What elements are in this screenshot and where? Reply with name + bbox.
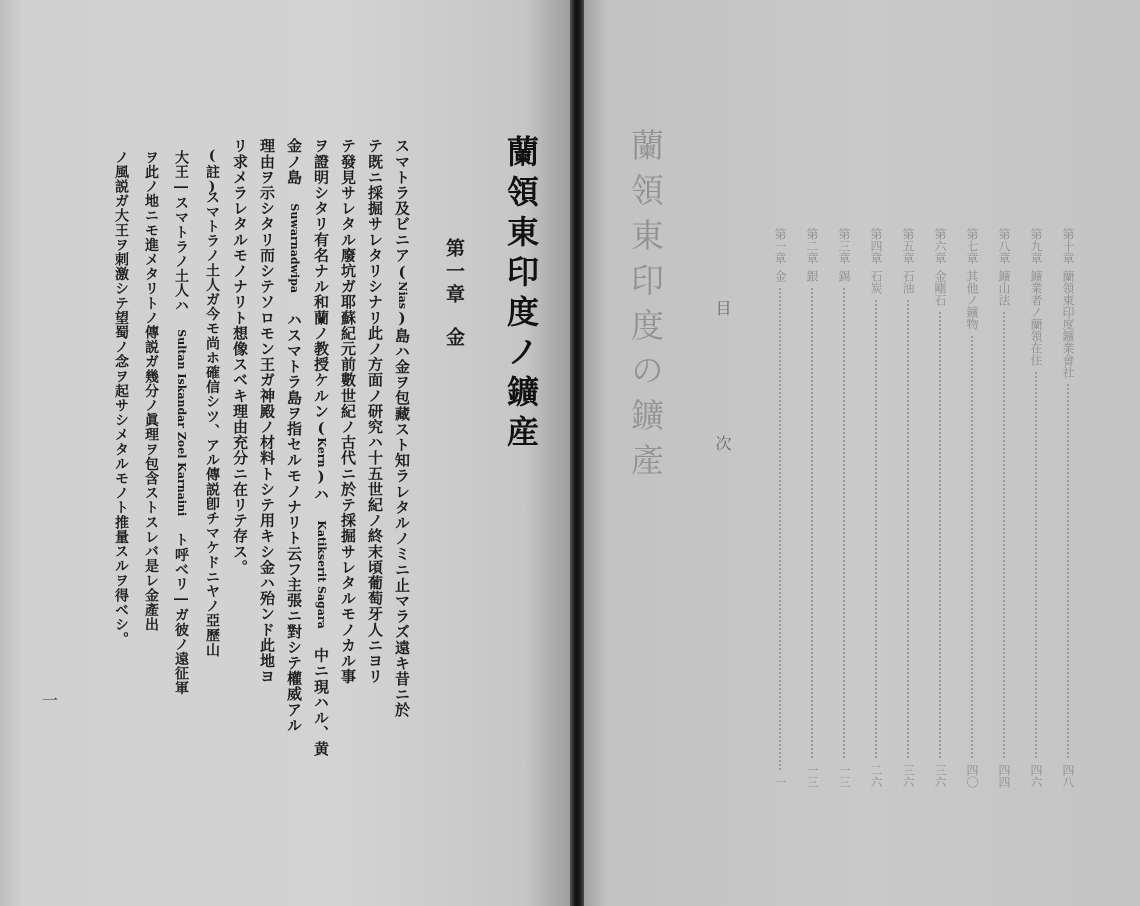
toc-chapter: 第三章 — [837, 228, 851, 264]
toc-leader-dots — [843, 288, 845, 758]
toc-entry[interactable] — [838, 228, 850, 788]
body-line-3: テ發見サレタル廢坑ガ耶蘇紀元前數世紀ノ古代ニ於テ採掘サレタルモノカル事 — [339, 138, 357, 684]
toc-page-number: 三六 — [901, 764, 915, 788]
book-gutter — [570, 0, 584, 906]
note-line-2: 大王―スマトラノ土人ハ Sultan Iskandar Zoel Karnaini ト呼べリ―ガ彼ノ遠征軍 — [173, 150, 189, 696]
chapter-heading — [444, 238, 463, 350]
note-line-3: ヲ此ノ地ニモ進メタリトノ傳説ガ幾分ノ眞理ヲ包含ストスレバ是レ金產出 — [143, 150, 159, 632]
body-line-6: 理由ヲ示シタリ而シテソロモン王ガ神殿ノ材料トシテ用キシ金ハ殆ンド此地ヨ — [258, 138, 276, 684]
toc-subject: 鑛山法 — [997, 270, 1011, 306]
toc-page-number: 一 — [773, 776, 787, 788]
chapter-subject: 金 — [443, 327, 465, 350]
toc-page-number: 四四 — [997, 764, 1011, 788]
toc-entry[interactable] — [1062, 228, 1074, 788]
right-page — [584, 0, 1140, 906]
toc-chapter: 第七章 — [965, 228, 979, 264]
toc-chapter: 第二章 — [805, 228, 819, 264]
toc-entry[interactable] — [966, 228, 978, 788]
toc-leader-dots — [875, 300, 877, 758]
body-line-7: リ求メラレタルモノナリト想像スベキ理由充分ニ在リテ存ス。 — [231, 138, 249, 575]
bleed-through-text — [460, 360, 480, 630]
toc-page-number: 二六 — [869, 764, 883, 788]
toc-chapter: 第四章 — [869, 228, 883, 264]
toc-chapter: 第一章 — [773, 228, 787, 264]
toc-leader-dots — [1003, 312, 1005, 758]
toc-entry[interactable] — [998, 228, 1010, 788]
toc-chapter: 第六章 — [933, 228, 947, 264]
toc-leader-dots — [1067, 384, 1069, 758]
toc-subject: 銀 — [805, 270, 819, 282]
toc-page-number: 四八 — [1061, 764, 1075, 788]
toc-leader-dots — [1035, 372, 1037, 758]
page-number: 一 — [42, 691, 59, 710]
toc-leader-dots — [779, 288, 781, 770]
toc-subject: 石油 — [901, 270, 915, 294]
note-marker: (註) — [204, 148, 220, 196]
toc-subject: 錫 — [837, 270, 851, 282]
toc-chapter: 第八章 — [997, 228, 1011, 264]
toc-leader-dots — [971, 336, 973, 758]
note-line-4: ノ風説ガ大王ヲ刺激シテ望蜀ノ念ヲ起サシメタルモノト推量スルヲ得ベシ。 — [113, 150, 129, 647]
body-line-2: テ既ニ採掘サレタリシナリ此ノ方面ノ研究ハ十五世紀ノ終末頃葡萄牙人ニヨリ — [366, 138, 384, 684]
toc-leader-dots — [907, 300, 909, 758]
body-line-1: スマトラ及ビニア(Nias)島ハ金ヲ包藏スト知ラレタルノミニ止マラズ遠キ昔ニ於 — [393, 138, 411, 718]
toc-chapter: 第五章 — [901, 228, 915, 264]
toc-page-number: 一三 — [805, 764, 819, 788]
chapter-number: 第一章 — [443, 238, 465, 307]
toc-leader-dots — [811, 288, 813, 758]
body-line-4: ヲ證明シタリ有名ナル和蘭ノ教授ケルン(Kern)ハ Katikserit Sagara 中ニ現ハル、黄 — [312, 138, 330, 757]
mirrored-title: 蘭領東印度の鑛產 — [626, 128, 665, 488]
toc-entry[interactable] — [774, 228, 786, 788]
toc-page-number: 四〇 — [965, 764, 979, 788]
toc-subject: 石炭 — [869, 270, 883, 294]
toc-subject: 蘭領東印度鑛業會社 — [1061, 270, 1075, 378]
note-line-1: スマトラノ土人ガ今モ尚ホ確信シツ、アル傳説卽チマケドニヤノ亞歷山 — [204, 190, 220, 658]
toc-subject: 金剛石 — [933, 270, 947, 306]
toc-page-number: 三六 — [933, 764, 947, 788]
toc-subject: 金 — [773, 270, 787, 282]
toc-entry[interactable] — [806, 228, 818, 788]
toc-page-number: 四六 — [1029, 764, 1043, 788]
body-line-5: 金ノ島 Suwarnadwipa ハスマトラ島ヲ指セルモノナリト云フ主張ニ對シテ權威アル — [285, 138, 303, 733]
toc-chapter: 第十章 — [1061, 228, 1075, 264]
toc-leader-dots — [939, 312, 941, 758]
toc-subject: 其他ノ鑛物 — [965, 270, 979, 330]
contents-heading: 目 次 — [713, 300, 732, 501]
toc-entry[interactable] — [870, 228, 882, 788]
toc-entry[interactable] — [1030, 228, 1042, 788]
toc-chapter: 第九章 — [1029, 228, 1043, 264]
toc-subject: 鑛業者ノ蘭領在住 — [1029, 270, 1043, 366]
toc-page-number: 一三 — [837, 764, 851, 788]
page-title: 蘭領東印度ノ鑛産 — [502, 135, 540, 455]
toc-entry[interactable] — [902, 228, 914, 788]
toc-entry[interactable] — [934, 228, 946, 788]
